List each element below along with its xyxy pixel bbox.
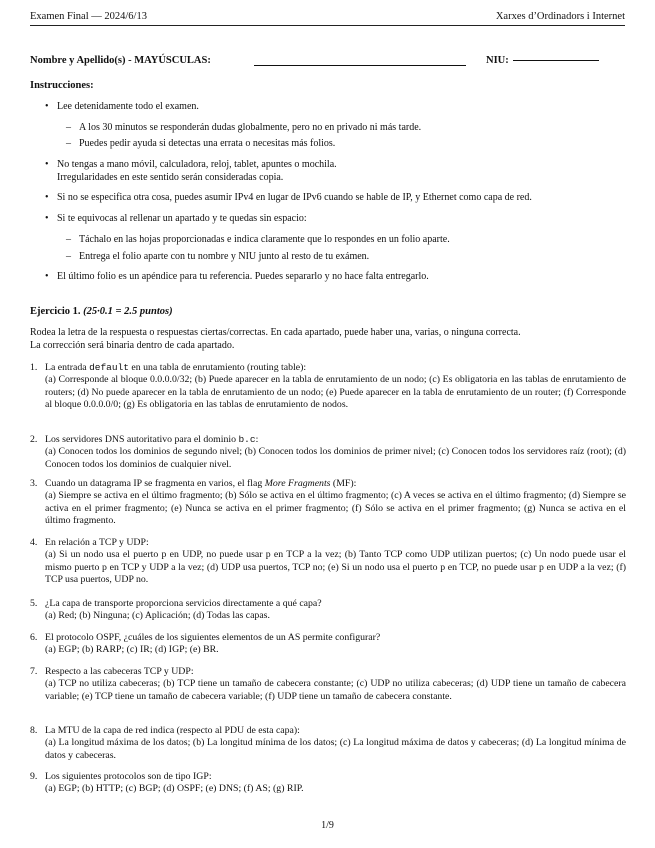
instructions-heading: Instrucciones: [30, 80, 94, 91]
student-name-line [30, 55, 625, 69]
bullet: • [45, 159, 49, 170]
question-options: (a) Conocen todos los dominios de segundo nivel; (b) Conocen todos los dominios de primer nivel; (c) Conocen todos los servidores raíz (root); (d) Conocen todos los dominios de cualquier nivel. [45, 446, 626, 470]
exam-page: Examen Final — 2024/6/13 Xarxes d’Ordinadors i Internet Nombre y Apellido(s) - MAYÚSCULAS: NIU: Instrucciones: • Lee detenidamente todo el examen. – A los 30 minutos se responderán dudas globalmente, pero no en privado ni más tarde. – Puedes pedir ayuda si detectas una errata o necesitas más folios. • No tengas a mano móvil, calculadora, reloj, tablet, apuntes o mochila. Irregularidades en este sentido serán consideradas copia. • Si no se especifica otra cosa, puedes asumir IPv4 en lugar de IPv6 cuando se hable de IP, y Ethernet como capa de red. • Si te equivocas al rellenar un apartado y te quedas sin espacio: – Táchalo en las hojas proporcionadas e indica claramente que lo respondes en un folio aparte. – Entrega el folio aparte con tu nombre y NIU junto al resto de tu exámen. • El último folio es un apéndice para tu referencia. Puedes separarlo y no hace falta entregarlo. Ejercicio 1. (25·0.1 = 2.5 puntos) Rodea la letra de la respuesta o respuestas ciertas/correctas. En cada apartado, puede haber una, varias, o ninguna correcta. La corrección será binaria dentro de cada apartado. 1. La entrada default en una tabla de enrutamiento (routing table): (a) Corresponde al bloque 0.0.0.0/32; (b) Puede aparecer en la tabla de enrutamiento de un nodo; (c) Es obligatoria en las tablas de enrutamiento de routers; (d) No puede aparecer en la tabla de enrutamiento de un nodo; (e) Puede aparecer en la tabla de enrutamiento de un router; (f) Corresponde al bloque 0.0.0.0/0; (g) Es obligatoria en las tablas de enrutamiento de nodos. 2. Los servidores DNS autoritativo para el dominio b.c: (a) Conocen todos los dominios de segundo nivel; (b) Conocen todos los dominios de primer nivel; (c) Conocen todos los servidores raíz (root); (d) Conocen todos los dominios de cualquier nivel. 3. Cuando un datagrama IP se fragmenta en varios, el flag More Fragments (MF): (a) Siempre se activa en el último fragmento; (b) Sólo se activa en el último fragmento; (c) A veces se activa en el último fragmento; (d) Siempre se activa en el primer fragmento; (e) Nunca se activa en el primer fragmento; (f) Sólo se activa en el primer fragmento; (g) Nunca se activa en el último fragmento. 4. En relación a TCP y UDP: (a) Si un nodo usa el puerto p en UDP, no puede usar p en TCP a la vez; (b) Tanto TCP como UDP utilizan puertos; (c) Un nodo puede usar el mismo puerto p en TCP y UDP a la vez; (d) UDP usa puertos, TCP no; (e) Si un nodo usa el puerto p en TCP, no puede usar p en UDP a la vez; (f) TCP usa puertos, UDP no. 5. ¿La capa de transporte proporciona servicios directamente a qué capa? (a) Red; (b) Ninguna; (c) Aplicación; (d) Todas las capas. 6. El protocolo OSPF, ¿cuáles de los siguientes elementos de un AS permite configurar? (a) EGP; (b) RARP; (c) IR; (d) IGP; (e) BR. 7. Respecto a las cabeceras TCP y UDP: (a) TCP no utiliza cabeceras; (b) TCP tiene un tamaño de cabecera constante; (c) UDP no utiliza cabeceras; (d) UDP tiene un tamaño de cabecera variable; (e) TCP tiene un tamaño de cabecera variable; (f) UDP tiene un tamaño de cabecera constante. 8. La MTU de la capa de red indica (respecto al PDU de esta capa): (a) La longitud máxima de los datos; (b) La longitud mínima de los datos; (c) La longitud máxima de datos y cabeceras; (d) La longitud mínima de datos y cabeceras. 9. Los siguientes protocolos son de tipo IGP: (a) EGP; (b) HTTP; (c) BGP; (d) OSPF; (e) DNS; (f) AS; (g) RIP. 1/9 [0, 0, 655, 848]
question-number: 7. [30, 666, 38, 677]
running-header [30, 11, 625, 26]
exercise-title: Ejercicio 1. [30, 306, 81, 317]
niu-label: NIU: [486, 55, 509, 66]
exercise-points: (25·0.1 = 2.5 puntos) [83, 306, 173, 317]
exercise-intro: Rodea la letra de la respuesta o respuestas ciertas/correctas. En cada apartado, puede haber una, varias, o ninguna correcta. La corrección será binaria dentro de cada apartado. [30, 327, 521, 351]
niu-field [486, 55, 599, 66]
question-options: (a) Siempre se activa en el último fragmento; (b) Sólo se activa en el último fragmento; (c) A veces se activa en el último fragmento; (d) Siempre se activa en el primer fragmento; (e) Nunca se activa en el primer fragmento; (f) Sólo se activa en el primer fragmento; (g) Nunca se activa en el último fragmento. [45, 490, 626, 527]
question-stem: El protocolo OSPF, ¿cuáles de los siguientes elementos de un AS permite configurar? [45, 632, 381, 643]
question-options: (a) Si un nodo usa el puerto p en UDP, no puede usar p en TCP a la vez; (b) Tanto TCP como UDP utilizan puertos; (c) Un nodo puede usar el mismo puerto p en TCP y UDP a la vez; (d) UDP usa puertos, TCP no; (e) Si un nodo usa el puerto p en TCP, no puede usar p en UDP a la vez; (f) TCP usa puertos, UDP no. [45, 549, 626, 586]
question-stem: Los servidores DNS autoritativo para el dominio b.c: [45, 434, 259, 445]
question-options: (a) EGP; (b) HTTP; (c) BGP; (d) OSPF; (e) DNS; (f) AS; (g) RIP. [45, 783, 304, 795]
exercise-heading [30, 306, 173, 317]
header-exam-date: Examen Final — 2024/6/13 [30, 11, 147, 22]
question-number: 1. [30, 362, 38, 373]
question-stem: Cuando un datagrama IP se fragmenta en varios, el flag More Fragments (MF): [45, 478, 357, 489]
question-number: 8. [30, 725, 38, 736]
question-number: 6. [30, 632, 38, 643]
question-number: 4. [30, 537, 38, 548]
question-stem: ¿La capa de transporte proporciona servicios directamente a qué capa? [45, 598, 322, 609]
question-options: (a) La longitud máxima de los datos; (b) La longitud mínima de los datos; (c) La longitud máxima de datos y cabeceras; (d) La longitud mínima de datos y cabeceras. [45, 737, 626, 761]
question-stem: Respecto a las cabeceras TCP y UDP: [45, 666, 194, 677]
question-number: 9. [30, 771, 38, 782]
bullet: • [45, 271, 49, 282]
question-stem: Los siguientes protocolos son de tipo IGP: [45, 771, 212, 782]
question-options: (a) EGP; (b) RARP; (c) IR; (d) IGP; (e) BR. [45, 644, 219, 656]
question-number: 3. [30, 478, 38, 489]
question-options: (a) TCP no utiliza cabeceras; (b) TCP tiene un tamaño de cabecera constante; (c) UDP no utiliza cabeceras; (d) UDP tiene un tamaño de cabecera variable; (e) TCP tiene un tamaño de cabecera variable; (f) UDP tiene un tamaño de cabecera constante. [45, 678, 626, 702]
name-label: Nombre y Apellido(s) - MAYÚSCULAS: [30, 55, 211, 66]
question-number: 2. [30, 434, 38, 445]
question-stem: La entrada default en una tabla de enrutamiento (routing table): [45, 362, 307, 373]
page-number: 1/9 [321, 820, 334, 831]
niu-blank [513, 60, 599, 61]
header-course-title: Xarxes d’Ordinadors i Internet [495, 11, 625, 22]
question-options: (a) Corresponde al bloque 0.0.0.0/32; (b) Puede aparecer en la tabla de enrutamiento de un nodo; (c) Es obligatoria en las tablas de enrutamiento de routers; (d) No puede aparecer en la tabla de enrutamiento de un nodo; (e) Puede aparecer en la tabla de enrutamiento de un router; (f) Corresponde al bloque 0.0.0.0/0; (g) Es obligatoria en las tablas de enrutamiento de nodos. [45, 374, 626, 411]
bullet: • [45, 213, 49, 224]
bullet: • [45, 192, 49, 203]
question-stem: La MTU de la capa de red indica (respecto al PDU de esta capa): [45, 725, 300, 736]
question-stem: En relación a TCP y UDP: [45, 537, 149, 548]
name-blank [254, 65, 466, 66]
question-options: (a) Red; (b) Ninguna; (c) Aplicación; (d) Todas las capas. [45, 610, 270, 622]
question-number: 5. [30, 598, 38, 609]
bullet: • [45, 101, 49, 112]
